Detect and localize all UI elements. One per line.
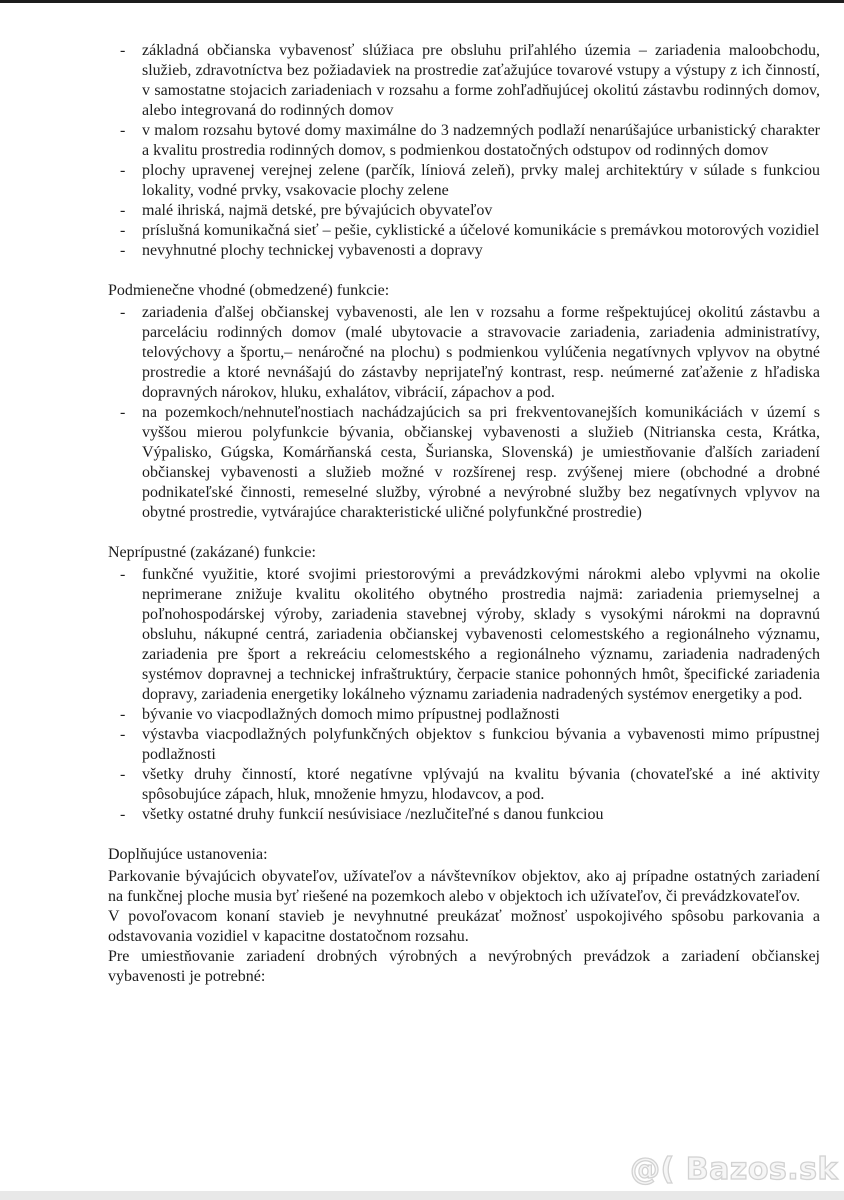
- bullet-dash: -: [120, 766, 126, 783]
- section-impermissible-functions: [108, 543, 820, 825]
- bullet-dash: -: [120, 222, 126, 239]
- list-item: [108, 565, 820, 705]
- top-border-line: [0, 0, 844, 3]
- list-item-text: malé ihriská, najmä detské, pre bývajúcich obyvateľov: [142, 202, 493, 219]
- list-item: [108, 303, 820, 403]
- bazos-logo-mark: @(: [630, 1152, 675, 1187]
- list-item: [108, 201, 820, 221]
- bullet-dash: -: [120, 304, 126, 321]
- bullet-dash: -: [120, 566, 126, 583]
- bullet-dash: -: [120, 726, 126, 743]
- bullet-dash: -: [120, 202, 126, 219]
- list-item-text: v malom rozsahu bytové domy maximálne do 3 nadzemných podlaží nenarúšajúce urbanistický charakter a kvalitu prostredia rodinných domov, s podmienkou dostatočných odstupov od rodinných domov: [142, 122, 820, 159]
- section-conditionally-suitable-functions: [108, 281, 820, 523]
- bullet-dash: -: [120, 806, 126, 823]
- list-item-text: všetky ostatné druhy funkcií nesúvisiace /nezlučiteľné s danou funkciou: [142, 806, 604, 823]
- section-supplementary-provisions: [108, 845, 820, 987]
- list-item: [108, 765, 820, 805]
- bullet-dash: -: [120, 242, 126, 259]
- impermissible-functions-list: [108, 565, 820, 825]
- paragraph-small-operations-intro: Pre umiestňovanie zariadení drobných výrobných a nevýrobných prevádzok a zariadení občianskej vybavenosti je potrebné:: [108, 948, 820, 985]
- list-item-text: základná občianska vybavenosť slúžiaca pre obsluhu priľahlého územia – zariadenia maloobchodu, služieb, zdravotníctva bez požiadaviek na prostredie zaťažujúce tovarové vstupy a výstupy z ich činností, v samostatne stojacich zariadeniach v rozsahu a forme zohľadňujúcej okolitú zástavbu rodinných domov, alebo integrovaná do rodinných domov: [142, 42, 820, 119]
- bullet-dash: -: [120, 122, 126, 139]
- heading-supplementary-provisions: Doplňujúce ustanovenia:: [108, 846, 268, 863]
- list-item-text: na pozemkoch/nehnuteľnostiach nachádzajúcich sa pri frekventovanejších komunikáciách v území s vyššou mierou polyfunkcie bývania, občianskej vybavenosti a služieb (Nitrianska cesta, Krátka, Výpalisko, Gúgska, Komárňanská cesta, Šurianska, Slovenská) je umiestňovanie ďalších zariadení občianskej vybavenosti a služieb možné v rozšírenej resp. zvýšenej miere (obchodné a drobné podnikateľské činnosti, remeselné služby, výrobné a nevýrobné služby bez negatívnych vplyvov na obytné prostredie, vytvárajúce charakteristické uličné polyfunkčné prostredie): [142, 404, 820, 521]
- conditionally-suitable-functions-list: [108, 303, 820, 523]
- list-item-text: zariadenia ďalšej občianskej vybavenosti, ale len v rozsahu a forme rešpektujúcej okolitú zástavbu a parceláciu rodinných domov (malé ubytovacie a stravovacie zariadenia, zariadenia administratívy, telovýchovy a športu,– nenáročné na plochu) s podmienkou vylúčenia negatívnych vplyvov na obytné prostredie a ktoré nevnášajú do zástavby neprijateľný kontrast, resp. neúmerné zaťaženie z hľadiska dopravných nárokov, hluku, exhalátov, vibrácií, zápachov a pod.: [142, 304, 820, 401]
- list-item: [108, 403, 820, 523]
- bazos-watermark: [630, 1152, 838, 1187]
- list-item-text: výstavba viacpodlažných polyfunkčných objektov s funkciou bývania a vybavenosti mimo prípustnej podlažnosti: [142, 726, 820, 763]
- list-item: [108, 121, 820, 161]
- bullet-dash: -: [120, 404, 126, 421]
- permissible-functions-list: [108, 41, 820, 261]
- bullet-dash: -: [120, 162, 126, 179]
- bullet-dash: -: [120, 706, 126, 723]
- list-item: [108, 705, 820, 725]
- paragraph-parking-requirement: Parkovanie bývajúcich obyvateľov, užívateľov a návštevníkov objektov, ako aj prípadne ostatných zariadení na funkčnej ploche musia byť riešené na pozemkoch alebo v objektoch ich užívateľov, či prevádzkovateľov.: [108, 868, 820, 905]
- bottom-strip: [0, 1191, 844, 1200]
- bullet-dash: -: [120, 42, 126, 59]
- list-item-text: bývanie vo viacpodlažných domoch mimo prípustnej podlažnosti: [142, 706, 560, 723]
- list-item: [108, 161, 820, 201]
- section-permissible-functions: [108, 41, 820, 261]
- list-item: [108, 41, 820, 121]
- list-item-text: nevyhnutné plochy technickej vybavenosti a dopravy: [142, 242, 483, 259]
- list-item: [108, 805, 820, 825]
- paragraph-permit-procedure: V povoľovacom konaní stavieb je nevyhnutné preukázať možnosť uspokojivého spôsobu parkovania a odstavovania vozidiel v kapacitne dostatočnom rozsahu.: [108, 908, 820, 945]
- heading-conditionally-suitable-functions: Podmienečne vhodné (obmedzené) funkcie:: [108, 282, 390, 299]
- document-content: [108, 41, 820, 987]
- list-item: [108, 241, 820, 261]
- list-item: [108, 725, 820, 765]
- list-item-text: všetky druhy činností, ktoré negatívne vplývajú na kvalitu bývania (chovateľské a iné aktivity spôsobujúce zápach, hluk, množenie hmyzu, hlodavcov, a pod.: [142, 766, 820, 803]
- list-item-text: funkčné využitie, ktoré svojimi priestorovými a prevádzkovými nárokmi alebo vplyvmi na okolie neprimerane znižuje kvalitu okolitého obytného prostredia najmä: zariadenia priemyselnej a poľnohospodárskej výroby, zariadenia stavebnej výroby, sklady s vysokými nárokmi na dopravnú obsluhu, nákupné centrá, zariadenia občianskej vybavenosti celomestského a regionálneho významu, zariadenia pre šport a rekreáciu celomestského a regionálneho významu, zariadenia nadradených systémov dopravnej a technickej infraštruktúry, čerpacie stanice pohonných hmôt, špecifické zariadenia dopravy, zariadenia energetiky lokálneho významu zariadenia nadradených systémov energetiky a pod.: [142, 566, 820, 703]
- bazos-logo-text: Bazos.sk: [685, 1152, 838, 1187]
- heading-impermissible-functions: Neprípustné (zakázané) funkcie:: [108, 544, 316, 561]
- list-item-text: príslušná komunikačná sieť – pešie, cyklistické a účelové komunikácie s premávkou motorových vozidiel: [142, 222, 820, 239]
- list-item: [108, 221, 820, 241]
- list-item-text: plochy upravenej verejnej zelene (parčík, líniová zeleň), prvky malej architektúry v súlade s funkciou lokality, vodné prvky, vsakovacie plochy zelene: [142, 162, 820, 199]
